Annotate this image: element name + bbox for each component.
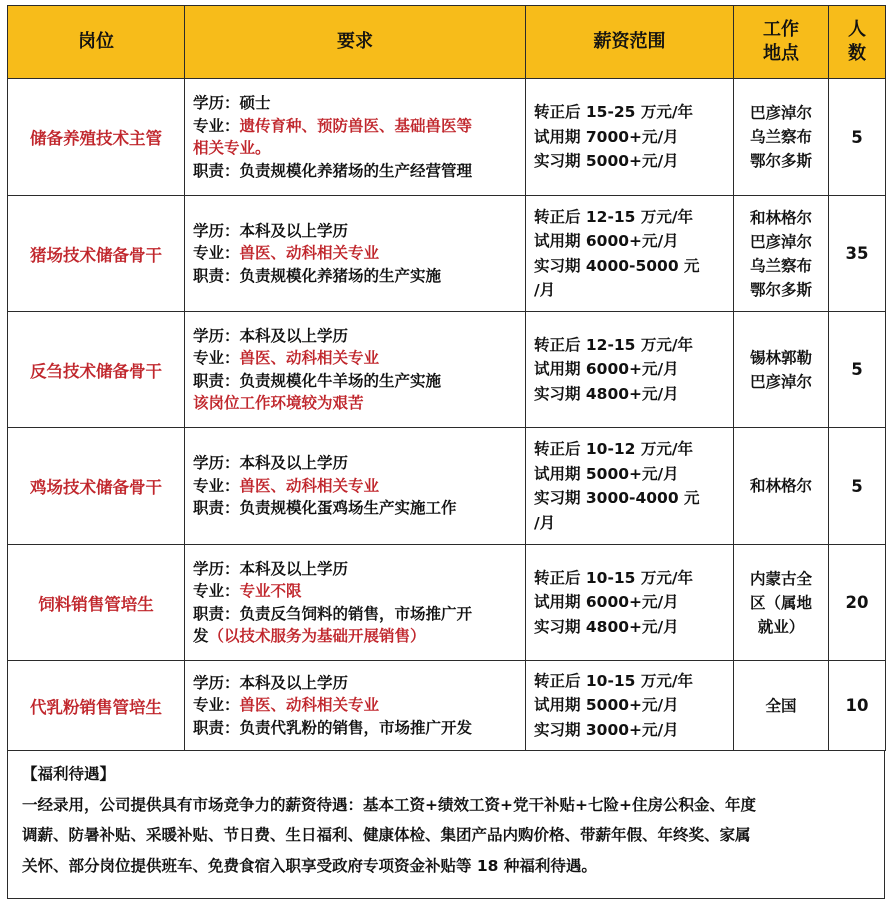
location-item: 锡林郭勒 xyxy=(749,348,812,367)
location-cell xyxy=(734,196,829,312)
edu-value: 本科及以上学历 xyxy=(239,454,349,473)
duty-value: 负责规模化养猪场的生产实施 xyxy=(239,266,442,285)
duty-value: 负责规模化蛋鸡场生产实施工作 xyxy=(239,499,457,518)
major-value: 兽医、动科相关专业 xyxy=(239,244,380,263)
salary-probation: 试用期 5000+元/月 xyxy=(534,464,679,483)
location-cell xyxy=(734,661,829,751)
major-label: 专业： xyxy=(193,116,240,135)
edu-line xyxy=(193,325,519,348)
headcount: 35 xyxy=(829,196,886,312)
edu-label: 学历： xyxy=(193,673,240,692)
major-label: 专业： xyxy=(193,349,240,367)
headcount: 5 xyxy=(829,312,886,428)
salary-intern: 实习期 4000-5000 元 xyxy=(534,256,700,275)
major-value: 兽医、动科相关专业 xyxy=(239,349,380,367)
duty-line-cont xyxy=(193,625,519,648)
edu-label: 学历： xyxy=(193,94,240,112)
position-title: 饲料销售管培生 xyxy=(8,545,185,661)
table-row xyxy=(8,428,886,545)
location-item: 和林格尔 xyxy=(749,208,812,227)
major-line xyxy=(193,347,519,370)
edu-line xyxy=(193,672,519,695)
duty-value: 负责反刍饲料的销售，市场推广开 xyxy=(239,604,473,623)
header-salary: 薪资范围 xyxy=(526,6,734,79)
requirements-cell xyxy=(185,312,526,428)
position-title: 猪场技术储备骨干 xyxy=(8,196,185,312)
edu-value: 本科及以上学历 xyxy=(239,559,349,578)
edu-label: 学历： xyxy=(193,454,240,473)
location-item: 乌兰察布 xyxy=(749,256,812,275)
position-title: 鸡场技术储备骨干 xyxy=(8,428,185,545)
headcount: 5 xyxy=(829,79,886,196)
location-item: 和林格尔 xyxy=(749,477,812,495)
salary-cell xyxy=(526,312,734,428)
location-cell xyxy=(734,79,829,196)
headcount: 20 xyxy=(829,545,886,661)
duty-label: 职责： xyxy=(193,499,240,518)
location-cell xyxy=(734,312,829,428)
major-line xyxy=(193,475,519,498)
header-position: 岗位 xyxy=(8,6,185,79)
location-item: 就业） xyxy=(757,617,805,636)
duty-label: 职责： xyxy=(193,371,240,390)
salary-intern: 实习期 3000-4000 元 xyxy=(534,489,700,507)
duty-label: 职责： xyxy=(193,604,240,623)
salary-intern: 实习期 4800+元/月 xyxy=(534,384,679,403)
major-line xyxy=(193,580,519,603)
duty-value-cont: 发 xyxy=(193,627,209,645)
major-value: 兽医、动科相关专业 xyxy=(239,696,380,715)
edu-label: 学历： xyxy=(193,326,240,345)
work-environment-note: 该岗位工作环境较为艰苦 xyxy=(193,394,364,412)
major-label: 专业： xyxy=(193,476,240,495)
duty-line xyxy=(193,160,519,183)
header-location xyxy=(734,6,829,79)
duty-value: 负责代乳粉的销售，市场推广开发 xyxy=(239,718,473,737)
requirements-cell xyxy=(185,545,526,661)
salary-regular: 转正后 10-12 万元/年 xyxy=(534,440,694,458)
major-line xyxy=(193,115,519,138)
requirements-cell xyxy=(185,661,526,751)
major-line xyxy=(193,694,519,717)
salary-regular: 转正后 15-25 万元/年 xyxy=(534,103,694,122)
edu-label: 学历： xyxy=(193,559,240,578)
header-location-line2: 地点 xyxy=(763,43,799,64)
location-cell xyxy=(734,428,829,545)
salary-intern: 实习期 3000+元/月 xyxy=(534,720,679,739)
location-item: 鄂尔多斯 xyxy=(749,280,812,299)
salary-probation: 试用期 6000+元/月 xyxy=(534,232,679,250)
salary-probation: 试用期 5000+元/月 xyxy=(534,696,679,715)
salary-intern-cont: /月 xyxy=(534,281,556,299)
header-count xyxy=(829,6,886,79)
edu-value: 本科及以上学历 xyxy=(239,221,349,240)
salary-regular: 转正后 12-15 万元/年 xyxy=(534,207,694,226)
edu-line xyxy=(193,220,519,243)
salary-cell xyxy=(526,79,734,196)
salary-cell xyxy=(526,661,734,751)
duty-line xyxy=(193,497,519,520)
job-table xyxy=(7,5,886,751)
location-item: 区（属地 xyxy=(749,593,812,612)
duty-line xyxy=(193,717,519,740)
edu-line xyxy=(193,558,519,581)
salary-cell xyxy=(526,545,734,661)
edu-line xyxy=(193,92,519,115)
position-title: 反刍技术储备骨干 xyxy=(8,312,185,428)
duty-label: 职责： xyxy=(193,266,240,285)
location-item: 内蒙古全 xyxy=(749,569,812,588)
duty-value: 负责规模化养猪场的生产经营管理 xyxy=(239,161,473,180)
location-cell xyxy=(734,545,829,661)
table-row xyxy=(8,545,886,661)
location-item: 全国 xyxy=(765,696,797,715)
major-label: 专业： xyxy=(193,696,240,715)
edu-value: 硕士 xyxy=(239,94,271,112)
table-row xyxy=(8,196,886,312)
benefits-text-line: 调薪、防暑补贴、采暖补贴、节日费、生日福利、健康体检、集团产品内购价格、带薪年假、年终奖、家属 xyxy=(22,826,751,844)
requirements-cell xyxy=(185,196,526,312)
header-count-line2: 数 xyxy=(848,43,866,64)
duty-label: 职责： xyxy=(193,718,240,737)
duty-note: （以技术服务为基础开展销售） xyxy=(208,627,426,645)
position-title: 储备养殖技术主管 xyxy=(8,79,185,196)
edu-value: 本科及以上学历 xyxy=(239,326,349,345)
major-label: 专业： xyxy=(193,244,240,263)
location-item: 巴彦淖尔 xyxy=(749,372,812,391)
benefits-title: 【福利待遇】 xyxy=(22,765,116,783)
salary-cell xyxy=(526,428,734,545)
salary-regular: 转正后 10-15 万元/年 xyxy=(534,671,694,690)
salary-probation: 试用期 7000+元/月 xyxy=(534,127,679,146)
major-value-cont: 相关专业。 xyxy=(193,139,271,157)
salary-regular: 转正后 10-15 万元/年 xyxy=(534,568,694,587)
benefits-section xyxy=(7,751,885,899)
edu-line xyxy=(193,452,519,475)
salary-intern: 实习期 5000+元/月 xyxy=(534,152,679,171)
salary-probation: 试用期 6000+元/月 xyxy=(534,593,679,612)
table-row xyxy=(8,312,886,428)
salary-regular: 转正后 12-15 万元/年 xyxy=(534,335,694,354)
major-value: 遗传育种、预防兽医、基础兽医等 xyxy=(239,116,473,135)
major-line xyxy=(193,242,519,265)
salary-intern: 实习期 4800+元/月 xyxy=(534,617,679,636)
location-item: 巴彦淖尔 xyxy=(749,232,812,251)
duty-line xyxy=(193,370,519,393)
table-row xyxy=(8,661,886,751)
salary-cell xyxy=(526,196,734,312)
major-label: 专业： xyxy=(193,582,240,600)
header-location-line1: 工作 xyxy=(763,19,799,40)
major-value: 兽医、动科相关专业 xyxy=(239,476,380,495)
header-requirements: 要求 xyxy=(185,6,526,79)
duty-value: 负责规模化牛羊场的生产实施 xyxy=(239,371,442,390)
duty-label: 职责： xyxy=(193,161,240,180)
duty-line xyxy=(193,603,519,626)
benefits-text-line: 一经录用，公司提供具有市场竞争力的薪资待遇：基本工资+绩效工资+党干补贴+七险+住房公积金、年度 xyxy=(22,795,756,814)
location-item: 乌兰察布 xyxy=(749,128,812,146)
edu-label: 学历： xyxy=(193,221,240,240)
table-header-row xyxy=(8,6,886,79)
duty-line xyxy=(193,265,519,288)
benefits-text-line: 关怀、部分岗位提供班车、免费食宿入职享受政府专项资金补贴等 18 种福利待遇。 xyxy=(22,856,597,875)
edu-value: 本科及以上学历 xyxy=(239,673,349,692)
headcount: 5 xyxy=(829,428,886,545)
header-count-line1: 人 xyxy=(848,19,866,40)
job-listing-document xyxy=(7,5,885,899)
requirements-cell xyxy=(185,79,526,196)
salary-intern-cont: /月 xyxy=(534,513,556,532)
table-row xyxy=(8,79,886,196)
position-title: 代乳粉销售管培生 xyxy=(8,661,185,751)
requirements-cell xyxy=(185,428,526,545)
salary-probation: 试用期 6000+元/月 xyxy=(534,360,679,379)
headcount: 10 xyxy=(829,661,886,751)
location-item: 鄂尔多斯 xyxy=(749,152,812,170)
location-item: 巴彦淖尔 xyxy=(749,104,812,122)
major-value: 专业不限 xyxy=(239,582,302,600)
